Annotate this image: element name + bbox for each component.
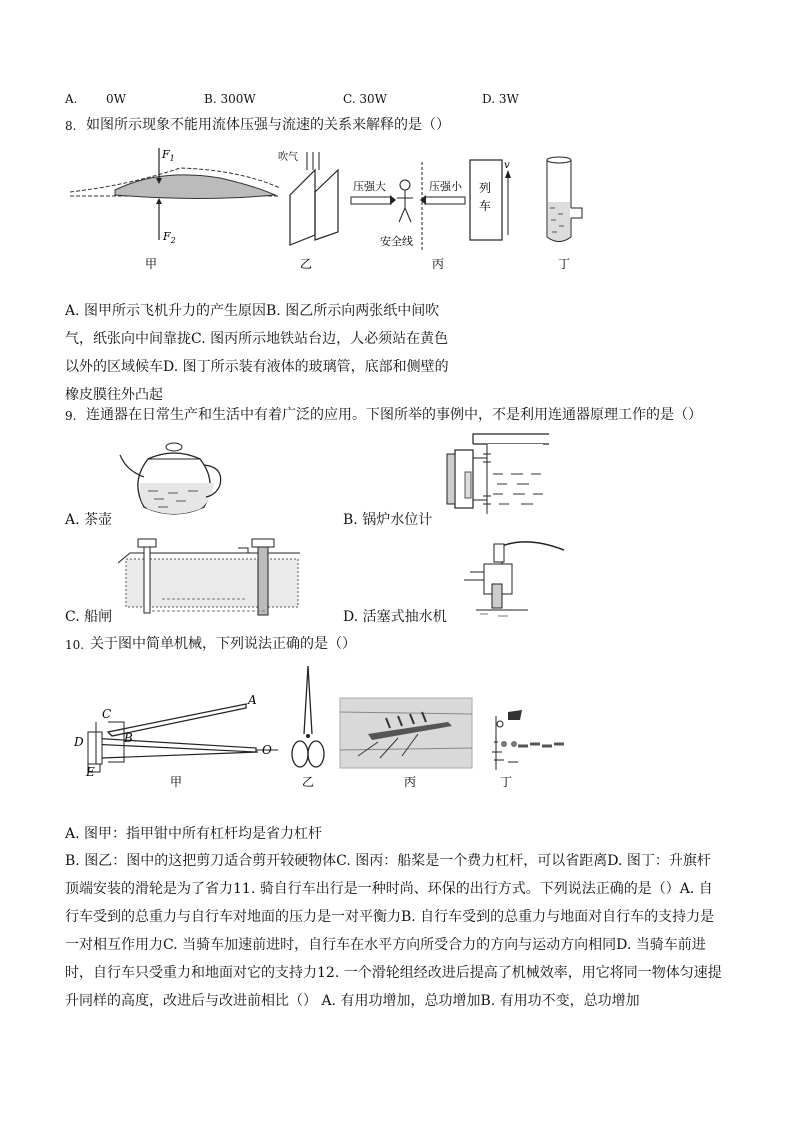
q9-number: 9. bbox=[65, 409, 77, 423]
airfoil-diagram bbox=[70, 148, 280, 240]
caption-bing: 丙 bbox=[404, 775, 417, 789]
q10-figure bbox=[68, 662, 576, 792]
scissors-diagram bbox=[292, 666, 324, 767]
teapot-figure bbox=[118, 437, 230, 523]
nail-clipper-diagram bbox=[88, 704, 278, 772]
piston-pump-figure bbox=[458, 534, 576, 619]
continuation-line: 升同样的高度，改进后与改进前相比（） A. 有用功增加，总功增加B. 有用功不变，总功增加 bbox=[65, 993, 640, 1009]
q7-option-a-value: 0W bbox=[106, 92, 126, 106]
v-label: v bbox=[504, 160, 510, 171]
continuation-line: 一对相互作用力C. 当骑车加速前进时，自行车在水平方向所受合力的方向与运动方向相同D. 当骑车前进 bbox=[65, 937, 706, 953]
q8-figure bbox=[70, 140, 610, 275]
safety-line-label: 安全线 bbox=[380, 235, 413, 248]
f2-label: $F_2$ bbox=[163, 230, 176, 245]
low-pressure-label: 压强小 bbox=[429, 180, 462, 193]
q8-number: 8. bbox=[65, 119, 77, 133]
high-pressure-label: 压强大 bbox=[353, 180, 386, 193]
q8-option-line: 气，纸张向中间靠拢C. 图丙所示地铁站台边，人必须站在黄色 bbox=[65, 331, 449, 347]
q10-continuation bbox=[65, 847, 735, 1015]
boiler-gauge-figure bbox=[443, 432, 553, 522]
glass-tube-diagram bbox=[547, 157, 582, 242]
continuation-line: 顶端安装的滑轮是为了省力11. 骑自行车出行是一种时尚、环保的出行方式。下列说法正确的是（）A. 自 bbox=[65, 881, 713, 897]
q8-option-line: A. 图甲所示飞机升力的产生原因B. 图乙所示向两张纸中间吹 bbox=[65, 303, 440, 319]
label-e: E bbox=[86, 765, 95, 779]
q10-option-a: A. 图甲：指甲钳中所有杠杆均是省力杠杆 bbox=[65, 826, 323, 842]
continuation-line: 行车受到的总重力与自行车对地面的压力是一对平衡力B. 自行车受到的总重力与地面对自行车的支持力是 bbox=[65, 909, 715, 925]
q8-option-line: 橡皮膜往外凸起 bbox=[65, 387, 163, 403]
flagpole-diagram bbox=[492, 710, 564, 770]
f1-label: $F_1$ bbox=[162, 148, 175, 163]
caption-jia: 甲 bbox=[170, 775, 183, 789]
caption-yi: 乙 bbox=[300, 257, 313, 271]
q9-option-a: A. 茶壶 bbox=[65, 512, 113, 528]
rowing-boat-diagram bbox=[340, 698, 472, 768]
caption-jia: 甲 bbox=[145, 257, 158, 271]
label-a: A bbox=[248, 693, 257, 707]
paper-sheets-diagram bbox=[290, 152, 338, 245]
label-c: C bbox=[102, 707, 112, 721]
label-o: O bbox=[262, 743, 272, 757]
q8-option-line: 以外的区域候车D. 图丁所示装有液体的玻璃管，底部和侧壁的 bbox=[65, 359, 449, 375]
label-d: D bbox=[74, 735, 84, 749]
continuation-line: 时，自行车只受重力和地面对它的支持力12. 一个滑轮组经改进后提高了机械效率，用它将同一物体匀速提 bbox=[65, 965, 722, 981]
ship-lock-figure bbox=[118, 533, 303, 623]
caption-ding: 丁 bbox=[500, 775, 513, 789]
caption-ding: 丁 bbox=[558, 257, 571, 271]
q10-stem: 关于图中简单机械，下列说法正确的是（） bbox=[90, 636, 356, 652]
caption-yi: 乙 bbox=[302, 775, 315, 789]
q10-number: 10. bbox=[65, 638, 85, 652]
caption-bing: 丙 bbox=[432, 257, 445, 271]
q7-option-b: B. 300W bbox=[204, 92, 256, 106]
q9-stem: 连通器在日常生产和生活中有着广泛的应用。下图所举的事例中，不是利用连通器原理工作的是（） bbox=[86, 407, 702, 423]
train-label-2: 车 bbox=[479, 199, 492, 213]
blow-label: 吹气 bbox=[278, 152, 298, 163]
label-b: B bbox=[124, 731, 133, 745]
q8-stem: 如图所示现象不能用流体压强与流速的关系来解释的是（） bbox=[86, 117, 450, 133]
q9-option-b: B. 锅炉水位计 bbox=[343, 512, 433, 528]
q7-option-d: D. 3W bbox=[482, 92, 519, 106]
q8-options bbox=[65, 297, 465, 409]
q7-option-a-label: A. bbox=[65, 92, 78, 106]
q9-option-d: D. 活塞式抽水机 bbox=[343, 609, 447, 625]
continuation-line: B. 图乙：图中的这把剪刀适合剪开较硬物体C. 图丙：船桨是一个费力杠杆，可以省距离D. 图丁：升旗杆 bbox=[65, 853, 711, 869]
q9-option-c: C. 船闸 bbox=[65, 609, 113, 625]
q7-option-c: C. 30W bbox=[343, 92, 387, 106]
train-label-1: 列 bbox=[479, 181, 492, 195]
